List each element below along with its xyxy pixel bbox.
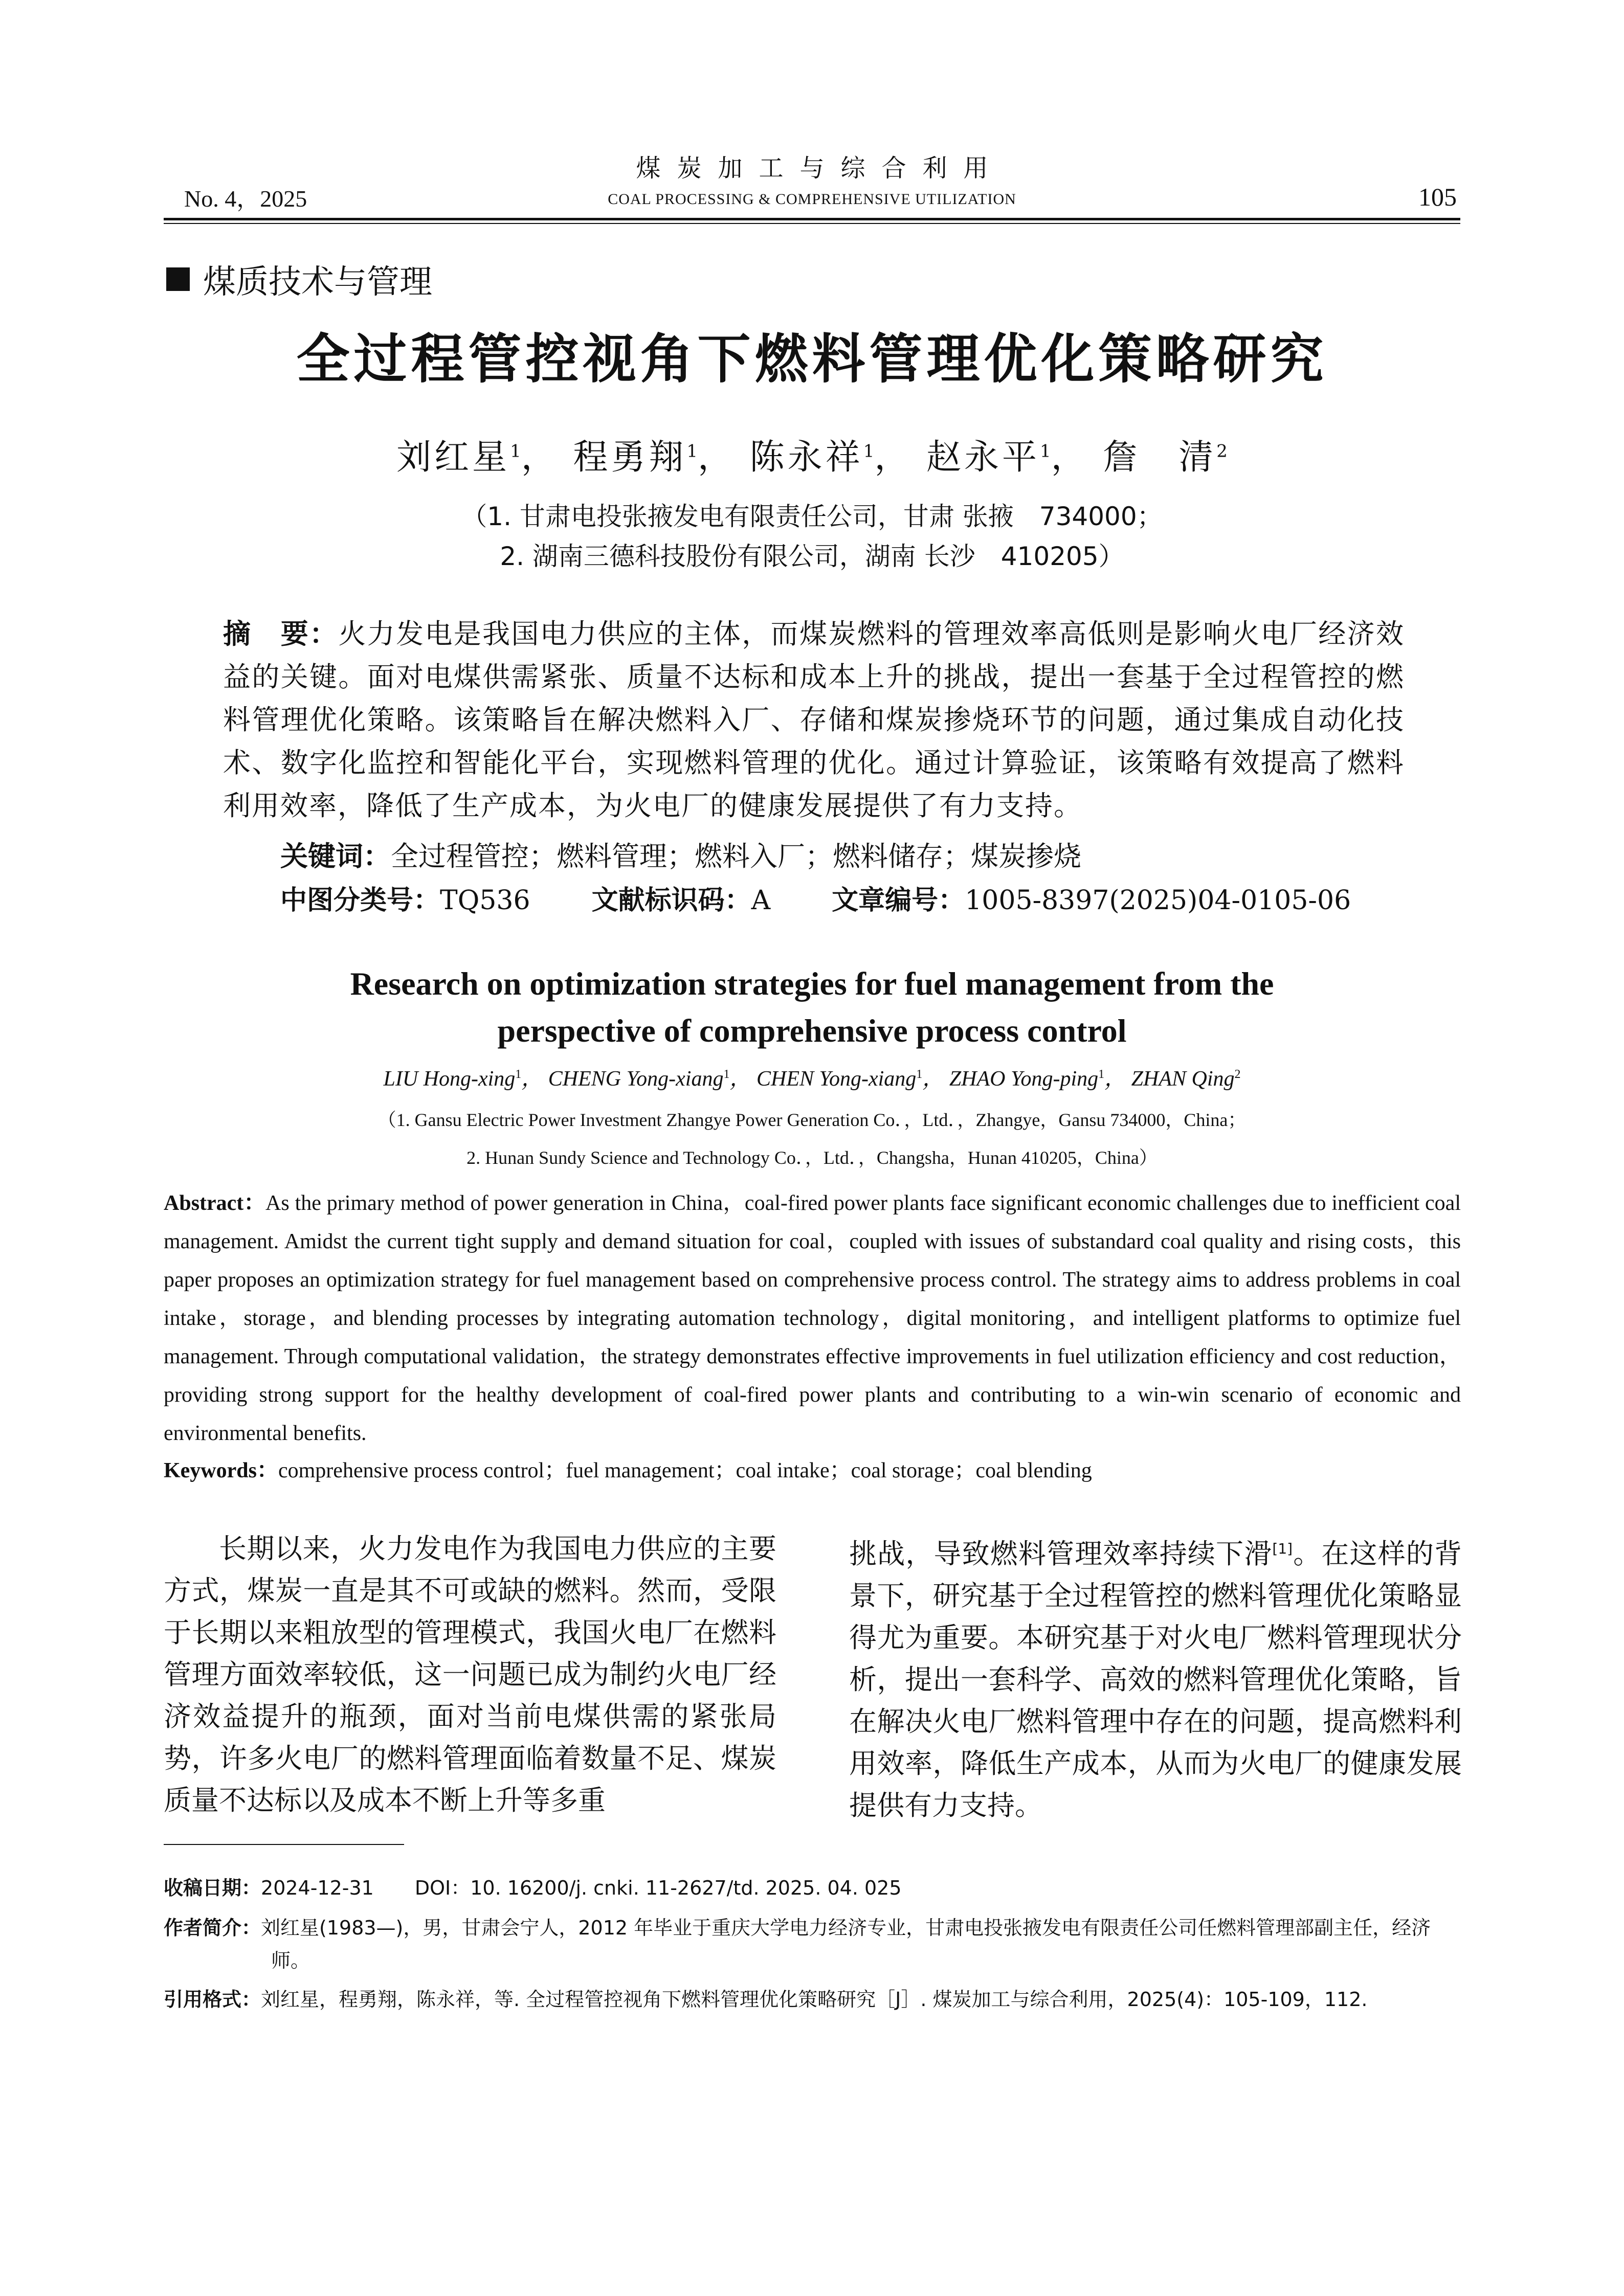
author-name-en: LIU Hong-xing — [383, 1067, 516, 1091]
affiliation-marker: 1 — [1039, 441, 1051, 462]
abstract-cn-text: 火力发电是我国电力供应的主体，而煤炭燃料的管理效率高低则是影响火电厂经济效益的关键。面对电煤供需紧张、质量不达标和成本上升的挑战，提出一套基于全过程管控的燃料管理优化策略。该策略旨在解决燃料入厂、存储和煤炭掺烧环节的问题，通过集成自动化技术、数字化监控和智能化平台，实现燃料管理的优化。通过计算验证，该策略有效提高了燃料利用效率，降低了生产成本，为火电厂的健康发展提供了有力支持。 — [223, 618, 1405, 822]
article-title-en — [0, 960, 1624, 1054]
received-date-line — [164, 1872, 1461, 1904]
section-label: 煤质技术与管理 — [203, 263, 432, 301]
affiliation-en-2: 2. Hunan Sundy Science and Technology Co．，Ltd．，Changsha，Hunan 410205，China） — [466, 1147, 1158, 1168]
author-name: 赵永平 — [926, 437, 1040, 478]
citation-label: 引用格式： — [164, 1988, 261, 2011]
author-bio-text: 刘红星(1983—)，男，甘肃会宁人，2012 年毕业于重庆大学电力经济专业，甘肃电投张掖发电有限责任公司任燃料管理部副主任，经济师。 — [261, 1917, 1431, 1972]
header-rule-thin — [164, 223, 1460, 224]
author-name-en: ZHAO Yong-ping — [949, 1067, 1099, 1091]
journal-name-en: COAL PROCESSING & COMPREHENSIVE UTILIZATION — [608, 191, 1016, 208]
journal-header — [0, 148, 1624, 208]
author-name-en: ZHAN Qing — [1131, 1067, 1235, 1091]
page-number: 105 — [1418, 183, 1457, 211]
received-label: 收稿日期： — [164, 1877, 261, 1899]
author-name: 刘红星 — [396, 437, 510, 478]
affiliation-marker: 1 — [515, 1068, 522, 1081]
article-title-cn: 全过程管控视角下燃料管理优化策略研究 — [296, 328, 1328, 390]
author-list-cn: 刘红星$^1$， 程勇翔$^1$， 陈永祥$^1$， 赵永平$^1$， 詹 清$^2$ — [396, 437, 1228, 478]
affiliation-en-1: （1. Gansu Electric Power Investment Zhangye Power Generation Co．，Ltd．，Zhangye，Gansu 734000，China； — [377, 1110, 1247, 1130]
body-right-column: 挑战，导致燃料管理效率持续下滑[1]。在这样的背景下，研究基于全过程管控的燃料管理优化策略显得尤为重要。本研究基于对火电厂燃料管理现状分析，提出一套科学、高效的燃料管理优化策略，旨在解决火电厂燃料管理中存在的问题，提高燃料利用效率，降低生产成本，从而为火电厂的健康发展提供有力支持。 — [849, 1538, 1462, 1821]
keywords-cn — [280, 835, 1081, 874]
affiliation-marker: 1 — [723, 1068, 730, 1081]
section-heading — [166, 256, 432, 303]
author-name-en: CHENG Yong-xiang — [548, 1067, 724, 1091]
citation-text: 刘红星，程勇翔，陈永祥，等. 全过程管控视角下燃料管理优化策略研究［J］. 煤炭加工与综合利用，2025(4)：105-109，112. — [261, 1988, 1368, 2011]
journal-name-cn: 煤炭加工与综合利用 — [636, 154, 1005, 183]
square-bullet-icon — [166, 267, 190, 291]
abstract-en-label: Abstract： — [164, 1191, 266, 1215]
reference-marker: [1] — [1272, 1540, 1293, 1557]
abstract-en — [164, 1184, 1461, 1453]
footnote-rule — [164, 1844, 404, 1845]
affiliation-marker: 1 — [1098, 1068, 1105, 1081]
keywords-en — [164, 1453, 1092, 1484]
doi-label: DOI： — [414, 1877, 471, 1899]
keywords-cn-text: 全过程管控；燃料管理；燃料入厂；燃料储存；煤炭掺烧 — [391, 840, 1081, 872]
affiliation-marker: 1 — [916, 1068, 923, 1081]
author-name: 陈永祥 — [749, 437, 863, 478]
keywords-cn-label: 关键词： — [280, 840, 391, 872]
affiliation-marker: 1 — [510, 441, 521, 462]
abstract-cn-label: 摘 要： — [223, 618, 339, 650]
abstract-en-text: As the primary method of power generation in China，coal-fired power plants face significant economic challenges due to inefficient coal management. Amidst the current tight supply and demand situation for coal，coupled with issues of substandard coal quality and rising costs，this paper proposes an optimization strategy for fuel management based on comprehensive process control. The strategy aims to address problems in coal intake，storage，and blending processes by integrating automation technology，digital monitoring，and intelligent platforms to optimize fuel management. Through computational validation，the strategy demonstrates effective improvements in fuel utilization efficiency and cost reduction，providing strong support for the healthy development of coal-fired power plants and contributing to a win-win scenario of economic and environmental benefits. — [164, 1191, 1461, 1445]
keywords-en-text: comprehensive process control；fuel management；coal intake；coal storage；coal blending — [278, 1459, 1092, 1482]
author-list-en: LIU Hong-xing$^1$， CHENG Yong-xiang$^1$， CHEN Yong-xiang$^1$， ZHAO Yong-ping$^1$， ZHAN Qing$^2$ — [383, 1067, 1241, 1091]
affiliation-marker: 2 — [1234, 1068, 1241, 1081]
header-rule — [164, 218, 1460, 220]
author-name-en: CHEN Yong-xiang — [756, 1067, 917, 1091]
affiliation-marker: 2 — [1216, 441, 1228, 462]
clc-number: 中图分类号：TQ536 — [280, 885, 530, 916]
affiliation-marker: 1 — [686, 441, 698, 462]
doi-value: 10. 16200/j. cnki. 11-2627/td. 2025. 04. 025 — [470, 1877, 902, 1899]
document-code: 文献标识码：A — [591, 885, 771, 916]
affiliation-cn-2: 2. 湖南三德科技股份有限公司，湖南 长沙 410205） — [500, 542, 1124, 571]
affiliation-cn-1: （1. 甘肃电投张掖发电有限责任公司，甘肃 张掖 734000； — [461, 502, 1163, 531]
keywords-en-label: Keywords： — [164, 1459, 278, 1482]
author-bio — [164, 1911, 1461, 1977]
title-en-line-2: perspective of comprehensive process control — [497, 1012, 1127, 1049]
author-name: 詹 清 — [1103, 437, 1217, 478]
body-left-column: 长期以来，火力发电作为我国电力供应的主要方式，煤炭一直是其不可或缺的燃料。然而，受限于长期以来粗放型的管理模式，我国火电厂在燃料管理方面效率较低，这一问题已成为制约火电厂经济效益提升的瓶颈，面对当前电煤供需的紧张局势，许多火电厂的燃料管理面临着数量不足、煤炭质量不达标以及成本不断上升等多重 — [164, 1533, 776, 1816]
author-bio-label: 作者简介： — [164, 1917, 261, 1939]
affiliation-marker: 1 — [863, 441, 875, 462]
issue-number: No. 4，2025 — [184, 186, 307, 212]
title-en-line-1: Research on optimization strategies for fuel management from the — [350, 965, 1274, 1002]
article-number: 文章编号：1005-8397(2025)04-0105-06 — [832, 885, 1351, 916]
citation-format — [164, 1983, 1461, 2016]
classification-row — [280, 879, 1412, 917]
author-name: 程勇翔 — [573, 437, 687, 478]
received-date: 2024-12-31 — [261, 1877, 374, 1899]
abstract-cn — [223, 613, 1405, 827]
